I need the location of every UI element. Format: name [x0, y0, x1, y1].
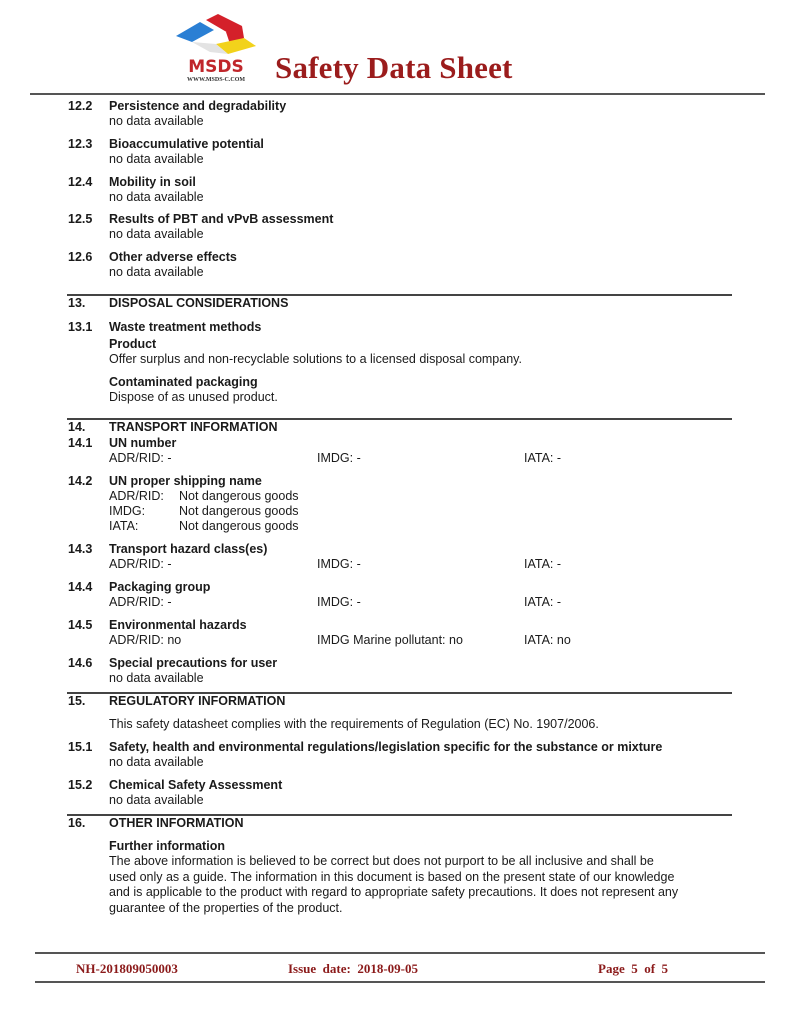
subsection-title: Environmental hazards	[109, 618, 247, 632]
packaging-label: Contaminated packaging	[109, 375, 258, 389]
packaging-text: Dispose of as unused product.	[109, 390, 278, 404]
subsection-number: 13.1	[68, 320, 93, 334]
subsection-title: Safety, health and environmental regulations/legislation specific for the substance or mixture	[109, 740, 663, 754]
subsection-text: no data available	[109, 793, 204, 807]
subsection-title: UN proper shipping name	[109, 474, 262, 488]
further-info-title: Further information	[109, 839, 225, 853]
logo-url: WWW.MSDS-C.COM	[186, 77, 246, 83]
shipping-label: ADR/RID:	[109, 489, 164, 503]
subsection-text: no data available	[109, 190, 204, 204]
subsection-title: Packaging group	[109, 580, 211, 594]
subsection-number: 12.5	[68, 212, 93, 226]
section-title: TRANSPORT INFORMATION	[109, 420, 278, 434]
paragraph-line: used only as a guide. The information in this document is based on the present state of our knowledge	[109, 869, 675, 884]
subsection-number: 12.6	[68, 250, 93, 264]
subsection-number: 14.1	[68, 436, 93, 450]
subsection-text: no data available	[109, 671, 204, 685]
section-number: 13.	[68, 296, 86, 310]
paragraph-line: and is applicable to the product with regard to appropriate safety precautions. It does not represent any	[109, 885, 679, 899]
subsection-number: 14.4	[68, 580, 93, 594]
msds-logo-icon	[170, 14, 262, 84]
subsection-title: Waste treatment methods	[109, 320, 262, 334]
section-title: OTHER INFORMATION	[109, 816, 244, 830]
section-number: 14.	[68, 420, 86, 434]
subsection-text: no data available	[109, 152, 204, 166]
section-number: 16.	[68, 816, 86, 830]
issue-date: Issue date: 2018-09-05	[288, 961, 418, 976]
adr-value: ADR/RID: -	[109, 557, 172, 571]
subsection-number: 14.2	[68, 474, 93, 488]
subsection-title: Chemical Safety Assessment	[109, 778, 283, 792]
imdg-value: IMDG: -	[317, 451, 361, 465]
subsection-number: 12.2	[68, 99, 93, 113]
subsection-text: no data available	[109, 755, 204, 769]
subsection-number: 14.6	[68, 656, 93, 670]
subsection-text: no data available	[109, 265, 204, 279]
subsection-text: no data available	[109, 227, 204, 241]
subsection-title: Special precautions for user	[109, 656, 278, 670]
further-info-text	[109, 854, 719, 916]
subsection-title: Results of PBT and vPvB assessment	[109, 212, 334, 226]
logo-text: MSDS	[188, 57, 244, 77]
footer-bottom-divider	[35, 981, 765, 983]
imdg-value: IMDG Marine pollutant: no	[317, 633, 463, 647]
subsection-title: UN number	[109, 436, 177, 450]
shipping-value: Not dangerous goods	[179, 519, 299, 533]
adr-value: ADR/RID: -	[109, 595, 172, 609]
imdg-value: IMDG: -	[317, 595, 361, 609]
iata-value: IATA: -	[524, 451, 562, 465]
subsection-title: Bioaccumulative potential	[109, 137, 264, 151]
subsection-title: Mobility in soil	[109, 175, 196, 189]
shipping-value: Not dangerous goods	[179, 489, 299, 503]
adr-value: ADR/RID: -	[109, 451, 172, 465]
imdg-value: IMDG: -	[317, 557, 361, 571]
section-title: DISPOSAL CONSIDERATIONS	[109, 296, 289, 310]
product-label: Product	[109, 337, 157, 351]
subsection-title: Persistence and degradability	[109, 99, 287, 113]
shipping-label: IATA:	[109, 519, 139, 533]
header-divider	[30, 93, 765, 95]
shipping-label: IMDG:	[109, 504, 146, 518]
subsection-number: 15.2	[68, 778, 93, 792]
iata-value: IATA: -	[524, 595, 562, 609]
regulation-intro: This safety datasheet complies with the requirements of Regulation (EC) No. 1907/2006.	[109, 717, 599, 731]
subsection-number: 15.1	[68, 740, 93, 754]
iata-value: IATA: no	[524, 633, 571, 647]
product-text: Offer surplus and non-recyclable solutions to a licensed disposal company.	[109, 352, 522, 366]
footer-top-divider	[35, 952, 765, 954]
page-number: Page 5 of 5	[598, 961, 669, 976]
adr-value: ADR/RID: no	[109, 633, 182, 647]
page-title: Safety Data Sheet	[275, 50, 513, 85]
subsection-number: 14.5	[68, 618, 93, 632]
subsection-title: Transport hazard class(es)	[109, 542, 268, 556]
subsection-number: 12.3	[68, 137, 93, 151]
section-title: REGULATORY INFORMATION	[109, 694, 286, 708]
subsection-number: 12.4	[68, 175, 93, 189]
document-id: NH-201809050003	[76, 961, 178, 976]
paragraph-line: guarantee of the properties of the product.	[109, 900, 343, 915]
section-number: 15.	[68, 694, 86, 708]
subsection-text: no data available	[109, 114, 204, 128]
subsection-number: 14.3	[68, 542, 93, 556]
paragraph-line: The above information is believed to be correct but does not purport to be all inclusive and shall be	[109, 854, 654, 868]
shipping-value: Not dangerous goods	[179, 504, 299, 518]
subsection-title: Other adverse effects	[109, 250, 237, 264]
iata-value: IATA: -	[524, 557, 562, 571]
